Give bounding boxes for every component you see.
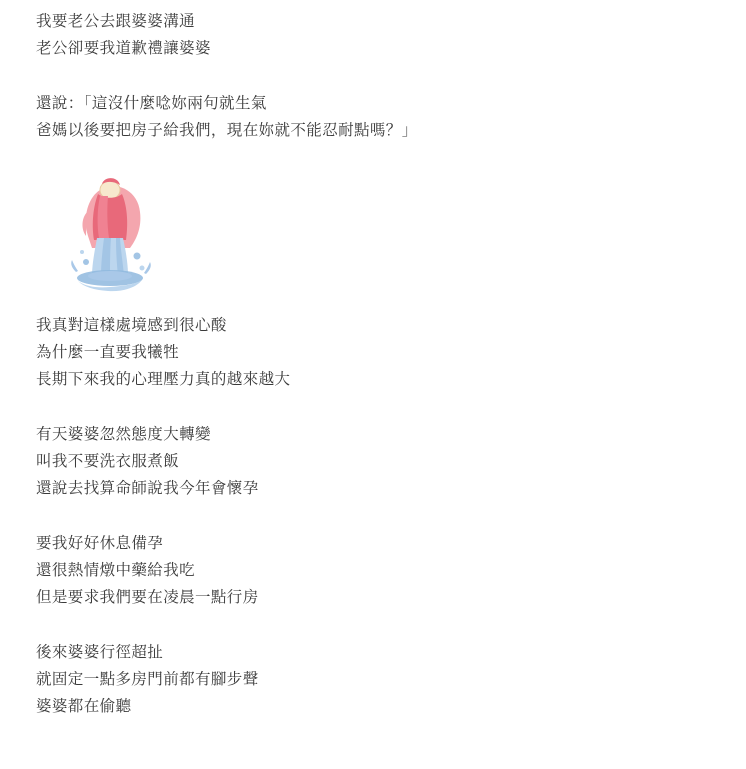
text-line: 還說去找算命師說我今年會懷孕 <box>36 479 259 497</box>
paragraph <box>36 8 746 62</box>
text-line: 要我好好休息備孕 <box>36 534 164 552</box>
text-line: 長期下來我的心理壓力真的越來越大 <box>36 370 291 388</box>
text-line: 我要老公去跟婆婆溝通 <box>36 12 196 30</box>
text-line: 爸媽以後要把房子給我們，現在妳就不能忍耐點嗎？」 <box>36 121 418 139</box>
text-line: 老公卻要我道歉禮讓婆婆 <box>36 39 211 57</box>
text-line: 就固定一點多房門前都有腳步聲 <box>36 670 259 688</box>
text-line: 還說：「這沒什麼唸妳兩句就生氣 <box>36 94 267 112</box>
text-line: 我真對這樣處境感到很心酸 <box>36 316 227 334</box>
figure <box>36 166 746 296</box>
paragraph <box>36 421 746 502</box>
paragraph <box>36 312 746 393</box>
text-line: 但是要求我們要在凌晨一點行房 <box>36 588 259 606</box>
crying-person-illustration <box>42 166 172 296</box>
text-line: 還很熱情燉中藥給我吃 <box>36 561 196 579</box>
text-line: 有天婆婆忽然態度大轉變 <box>36 425 211 443</box>
text-line: 叫我不要洗衣服煮飯 <box>36 452 180 470</box>
paragraph <box>36 639 746 720</box>
text-line: 婆婆都在偷聽 <box>36 697 132 715</box>
text-line: 為什麼一直要我犧牲 <box>36 343 180 361</box>
text-line: 後來婆婆行徑超扯 <box>36 643 164 661</box>
paragraph <box>36 90 746 144</box>
paragraph <box>36 530 746 611</box>
